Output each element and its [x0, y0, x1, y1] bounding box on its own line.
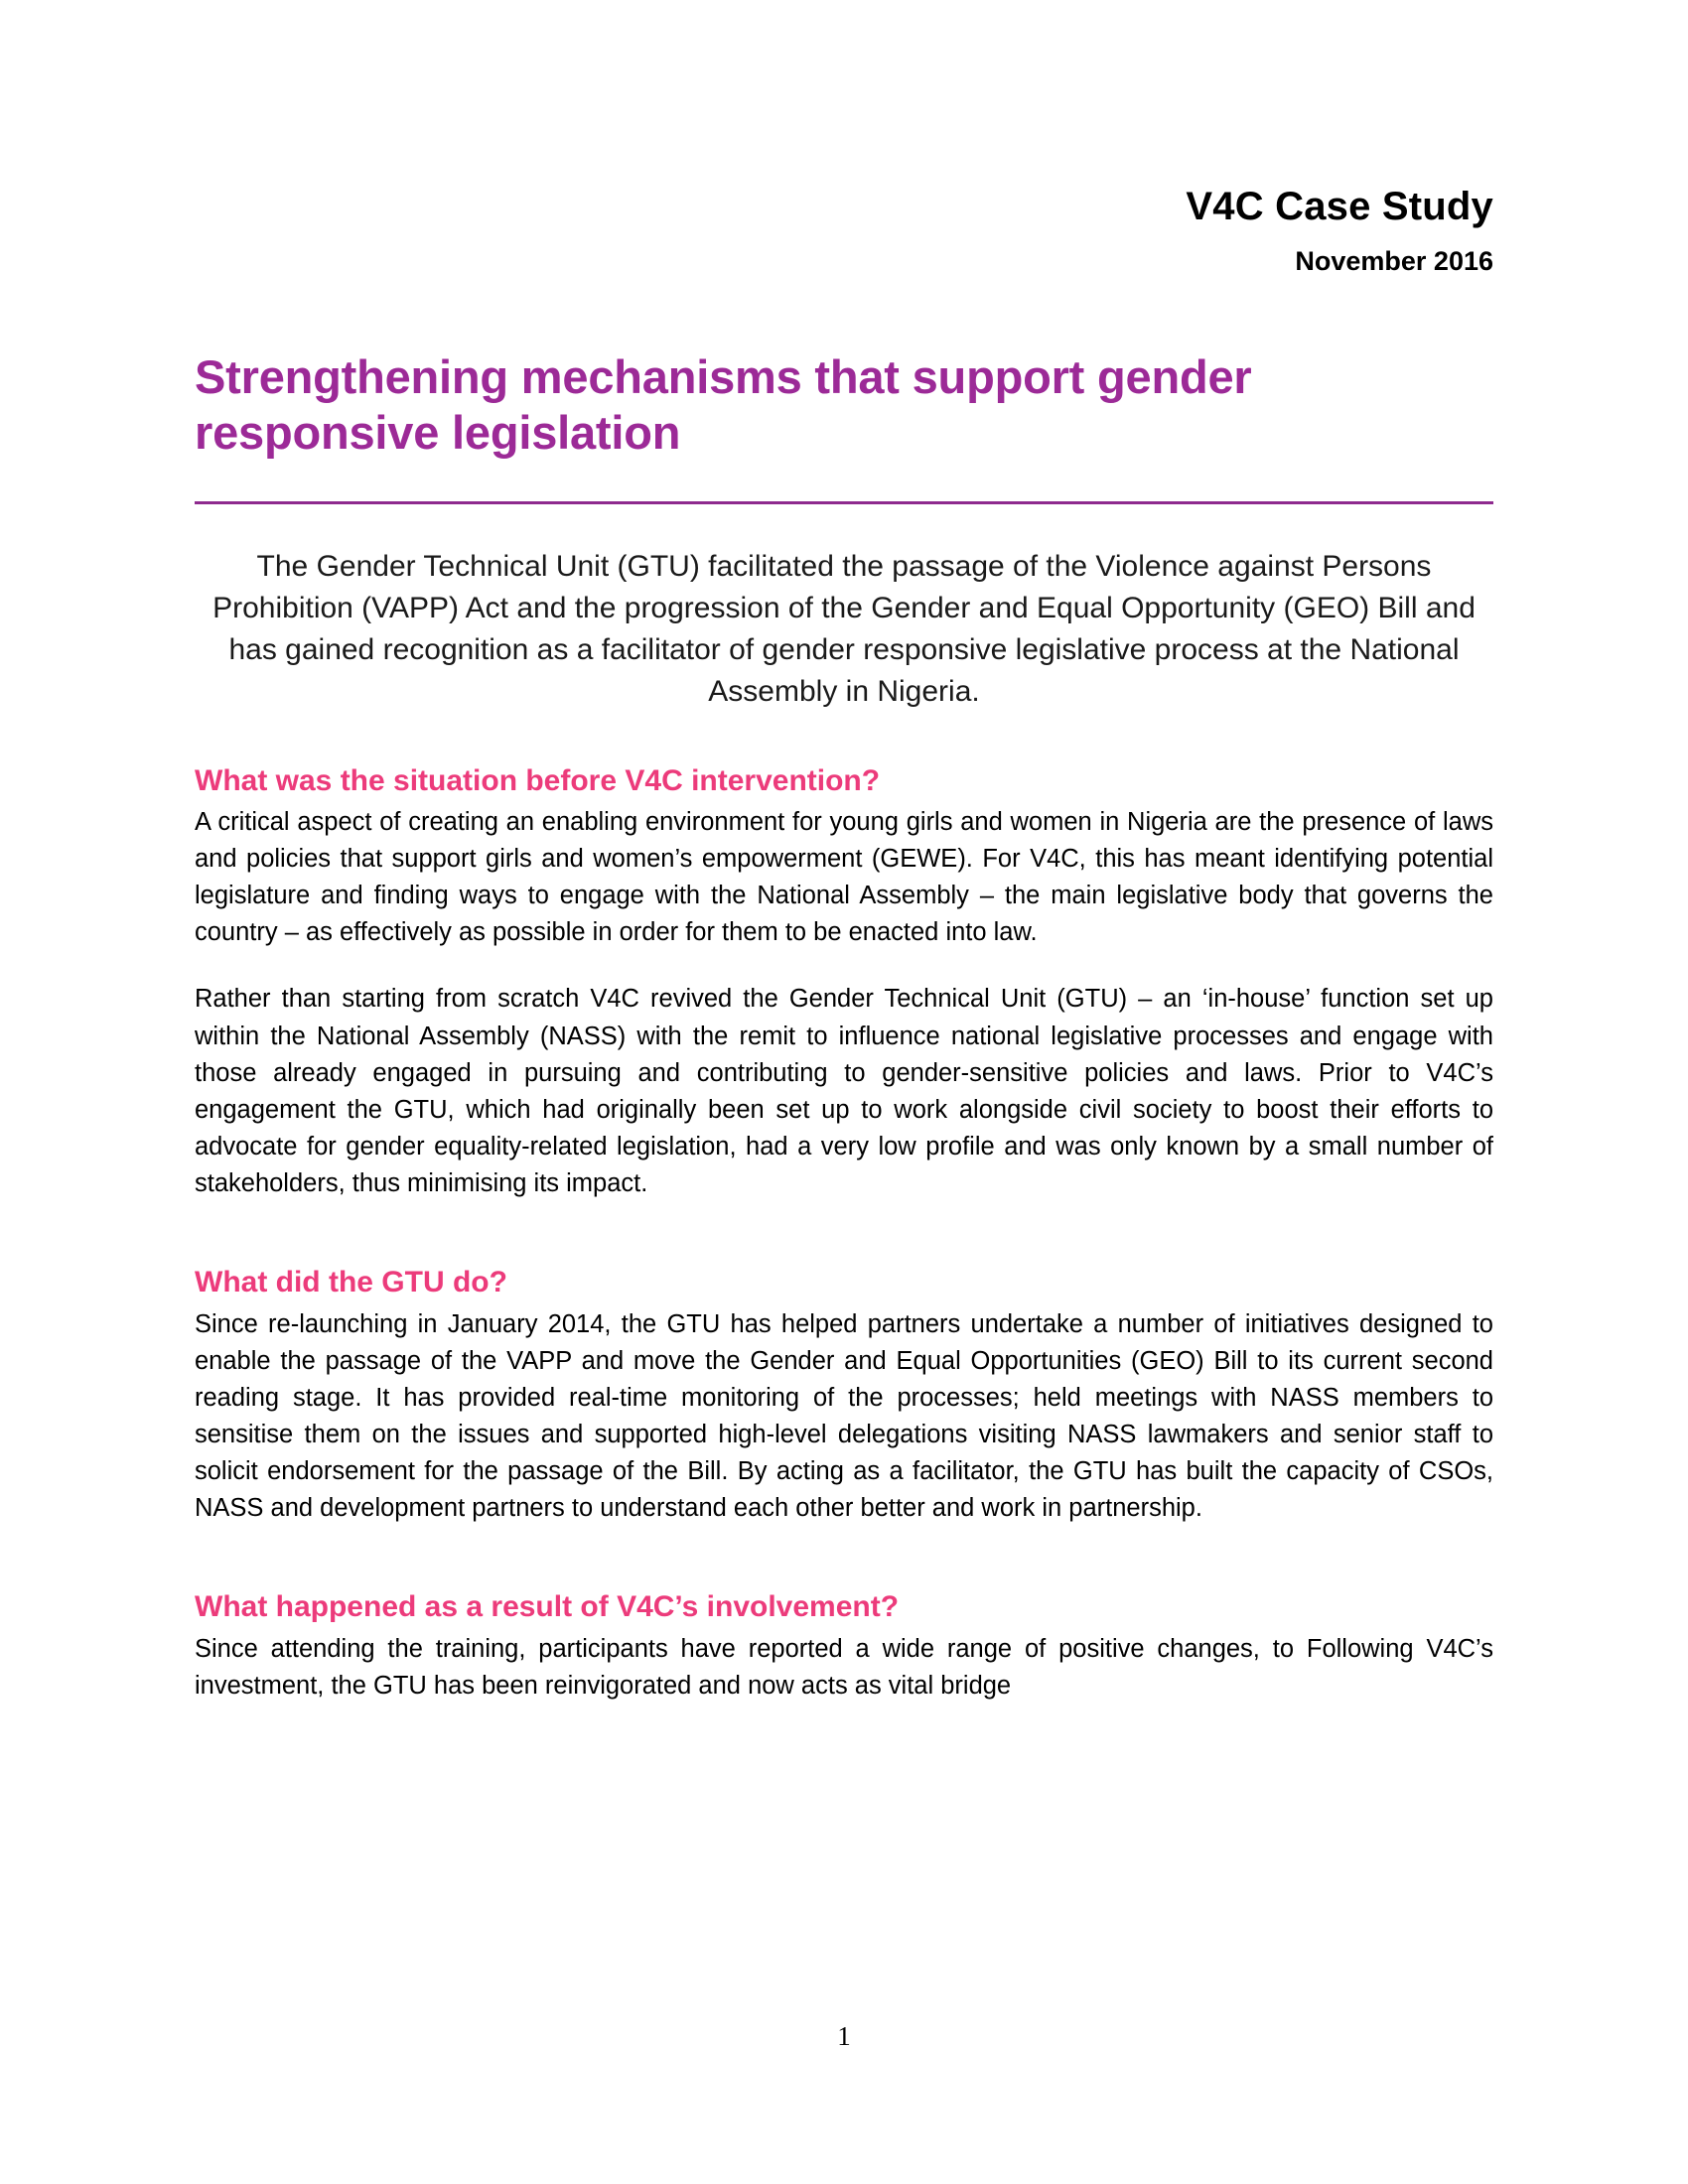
main-title-block — [195, 349, 1493, 503]
section-heading-what-gtu-did: What did the GTU do? — [195, 1266, 507, 1299]
section-heading-situation-before: What was the situation before V4C intervention? — [195, 763, 881, 797]
document-header — [195, 0, 1493, 277]
section-result-of-involvement — [195, 1588, 1493, 1705]
paragraph: Since re-launching in January 2014, the GTU has helped partners undertake a number of initiatives designed to enable the passage of the VAPP and move the Gender and Equal Opportunities (GEO) Bill to its current second reading stage. It has provided real-time monitoring of the processes; held meetings with NASS members to sensitise them on the issues and supported high-level delegations visiting NASS lawmakers and senior staff to solicit endorsement for the passage of the Bill. By acting as a facilitator, the GTU has built the capacity of CSOs, NASS and development partners to understand each other better and work in partnership. — [195, 1309, 1493, 1522]
paragraph: Since attending the training, participants have reported a wide range of positive changes, to Following V4C’s investment, the GTU has been reinvigorated and now acts as vital bridge — [195, 1634, 1493, 1700]
document-date: November 2016 — [1295, 245, 1493, 276]
section-situation-before — [195, 762, 1493, 1202]
paragraph: A critical aspect of creating an enabling environment for young girls and women in Nigeria are the presence of laws and policies that support girls and women’s empowerment (GEWE). For V4C, this has meant identifying potential legislature and finding ways to engage with the National Assembly – the main legislative body that governs the country – as effectively as possible in order for them to be enacted into law. — [195, 808, 1493, 947]
document-title: V4C Case Study — [1186, 185, 1493, 228]
section-heading-result-of-involvement: What happened as a result of V4C’s involvement? — [195, 1590, 900, 1624]
standfirst-summary: The Gender Technical Unit (GTU) facilitated the passage of the Violence against Persons Prohibition (VAPP) Act and the progression of the Gender and Equal Opportunity (GEO) Bill and has gained recognition as a facilitator of gender responsive legislative process at the National Assembly in Nigeria. — [212, 549, 1476, 708]
page-number: 1 — [837, 2021, 851, 2051]
section-what-gtu-did — [195, 1264, 1493, 1527]
paragraph: Rather than starting from scratch V4C revived the Gender Technical Unit (GTU) – an ‘in-house’ function set up within the National Assembly (NASS) with the remit to influence national legislative processes and engage with those already engaged in pursuing and contributing to gender-sensitive policies and laws. Prior to V4C’s engagement the GTU, which had originally been set up to work alongside civil society to boost their efforts to advocate for gender equality-related legislation, had a very low profile and was only known by a small number of stakeholders, thus minimising its impact. — [195, 985, 1493, 1197]
page-content — [195, 0, 1493, 1705]
page-title: Strengthening mechanisms that support gender responsive legislation — [195, 350, 1252, 459]
